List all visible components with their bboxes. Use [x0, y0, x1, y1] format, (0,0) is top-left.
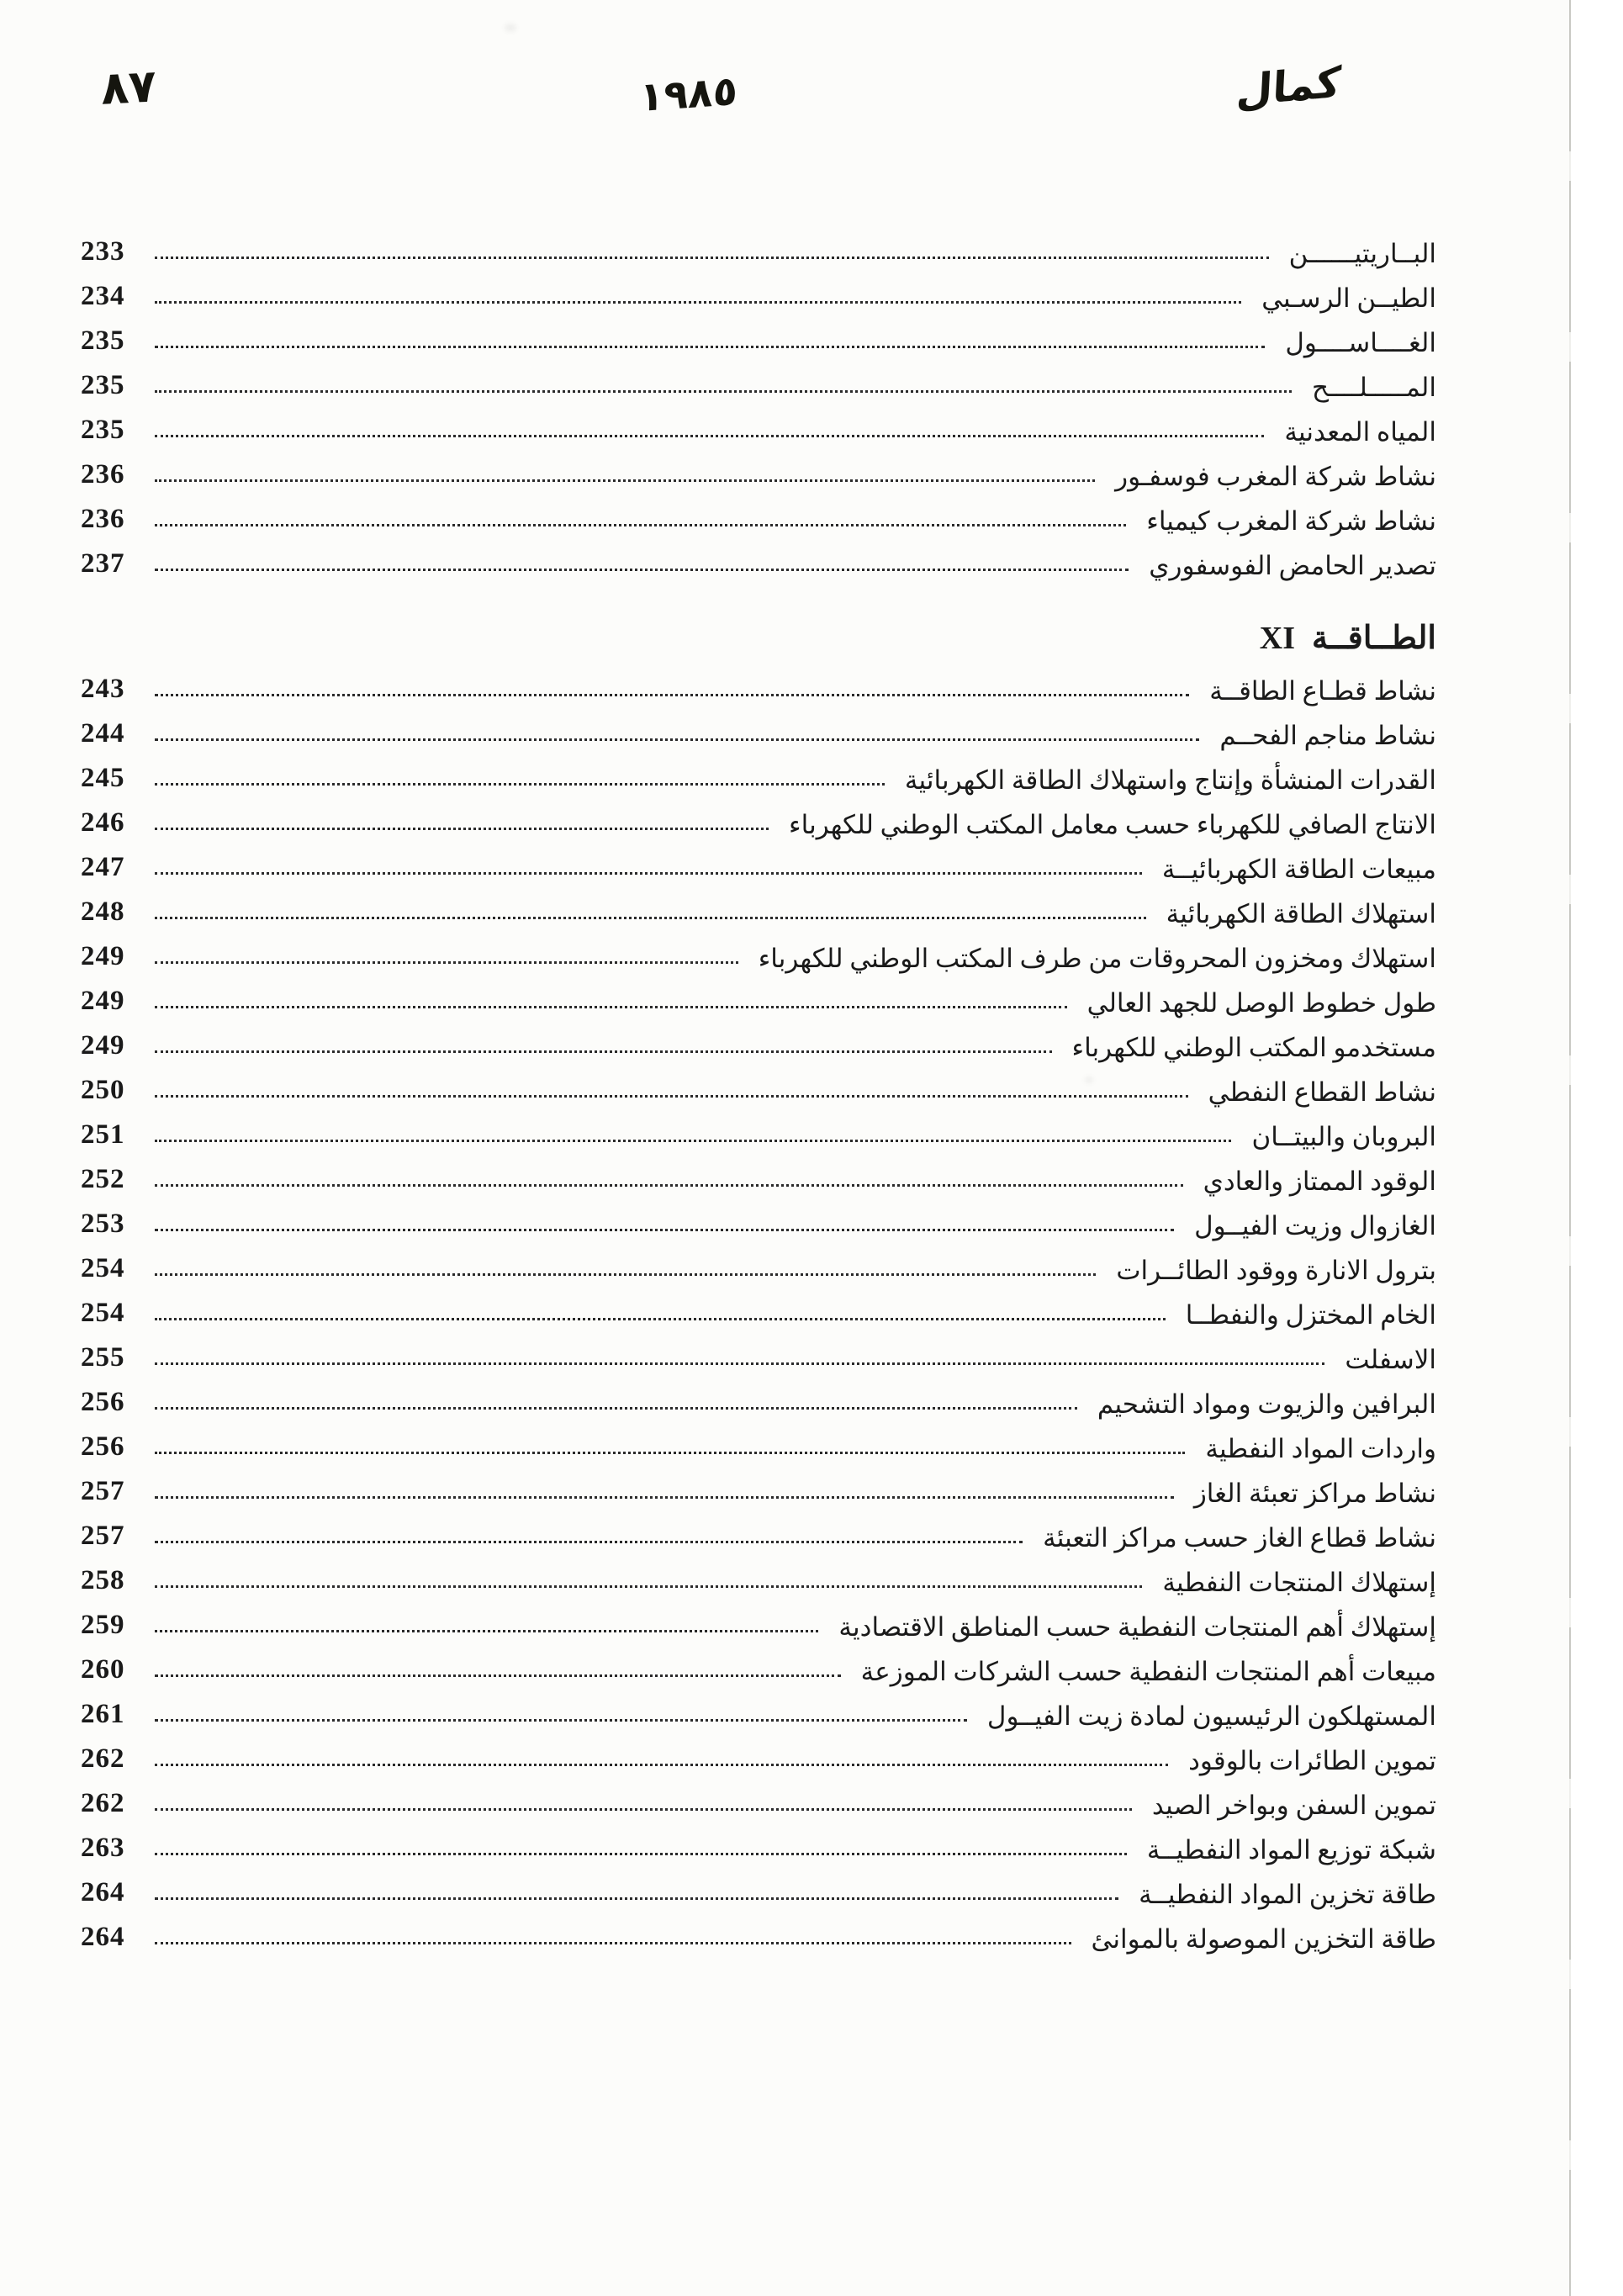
- dot-leader: [155, 345, 1265, 348]
- toc-entry-title: نشاط مناجم الفحــم: [1219, 721, 1436, 750]
- toc-entry-title: البروبان والبيتــان: [1251, 1122, 1436, 1151]
- toc-entry[interactable]: [81, 493, 1436, 537]
- toc-entry-page: 235: [81, 325, 125, 356]
- toc-entry-page: 244: [81, 718, 125, 749]
- toc-entry-page: 234: [81, 281, 125, 311]
- dot-leader: [155, 1763, 1168, 1766]
- toc-entry-page: 259: [81, 1610, 125, 1640]
- toc-entry-page: 235: [81, 370, 125, 400]
- dot-leader: [155, 1228, 1174, 1231]
- toc-entry[interactable]: [81, 1242, 1436, 1287]
- toc-entry-title: نشاط قطاع الغاز حسب مراكز التعبئة: [1043, 1523, 1436, 1553]
- toc-entry[interactable]: [81, 1465, 1436, 1510]
- toc-entry-title: الطيــن الرسـبي: [1261, 283, 1436, 313]
- toc-entry-page: 254: [81, 1298, 125, 1328]
- toc-entry-title: تصدير الحامض الفوسفوري: [1149, 551, 1436, 580]
- toc-entry-page: 257: [81, 1476, 125, 1506]
- toc-entry-title: الوقود الممتاز والعادي: [1203, 1167, 1436, 1196]
- toc-entry[interactable]: [81, 1287, 1436, 1331]
- toc-entry[interactable]: [81, 1376, 1436, 1420]
- dot-leader: [155, 1718, 967, 1722]
- toc-entry-title: نشاط قطـاع الطاقــة: [1209, 676, 1436, 706]
- dot-leader: [155, 1272, 1096, 1276]
- toc-entry-title: نشاط القطاع النفطي: [1208, 1077, 1436, 1107]
- handwritten-name: كمال: [1234, 57, 1343, 116]
- dot-leader: [155, 1317, 1166, 1320]
- toc-entry[interactable]: [81, 315, 1436, 359]
- toc-entry[interactable]: [81, 537, 1436, 582]
- section-heading-number: XI: [1259, 621, 1296, 656]
- toc-entry[interactable]: [81, 930, 1436, 975]
- toc-entry-page: 261: [81, 1699, 125, 1729]
- toc-entry-title: القدرات المنشأة وإنتاج واستهلاك الطاقة الكهربائية: [904, 765, 1436, 795]
- toc-entry-page: 258: [81, 1565, 125, 1595]
- toc-entry[interactable]: [81, 1733, 1436, 1777]
- table-of-contents: [81, 225, 1436, 1955]
- dot-leader: [155, 1897, 1118, 1900]
- toc-entry[interactable]: [81, 1108, 1436, 1153]
- toc-entry[interactable]: [81, 663, 1436, 707]
- toc-entry-page: 263: [81, 1833, 125, 1863]
- dot-leader: [155, 1139, 1231, 1142]
- dot-leader: [155, 1852, 1127, 1855]
- toc-entry-page: 257: [81, 1521, 125, 1551]
- dot-leader: [155, 916, 1146, 919]
- dot-leader: [155, 782, 885, 786]
- toc-entry-title: واردات المواد النفطية: [1205, 1434, 1436, 1463]
- section-heading-title: الطــاقــة: [1312, 621, 1436, 656]
- toc-entry-page: 237: [81, 548, 125, 579]
- toc-entry[interactable]: [81, 1420, 1436, 1465]
- toc-entry[interactable]: [81, 448, 1436, 493]
- dot-leader: [155, 1807, 1132, 1811]
- dot-leader: [155, 1451, 1185, 1454]
- toc-entry[interactable]: [81, 1331, 1436, 1376]
- toc-entry-title: إستهلاك المنتجات النفطية: [1162, 1568, 1436, 1597]
- toc-entry[interactable]: [81, 1554, 1436, 1599]
- dot-leader: [155, 523, 1126, 526]
- toc-entry[interactable]: [81, 359, 1436, 404]
- toc-entry[interactable]: [81, 404, 1436, 448]
- dot-leader: [155, 389, 1292, 393]
- toc-entry[interactable]: [81, 1019, 1436, 1064]
- dot-leader: [155, 1406, 1077, 1410]
- dot-leader: [155, 827, 769, 830]
- dot-leader: [155, 1584, 1142, 1588]
- toc-entry-title: شبكة توزيع المواد النفطيــة: [1146, 1835, 1436, 1865]
- toc-entry-title: مستخدمو المكتب الوطني للكهرباء: [1071, 1033, 1436, 1062]
- handwritten-page-number: ٨٧: [99, 59, 158, 115]
- dot-leader: [155, 1183, 1183, 1187]
- toc-entry-page: 262: [81, 1788, 125, 1818]
- toc-entry-page: 245: [81, 763, 125, 793]
- toc-entry-page: 236: [81, 459, 125, 489]
- toc-entry[interactable]: [81, 975, 1436, 1019]
- toc-entry-title: البرافين والزيوت ومواد التشحيم: [1097, 1389, 1436, 1419]
- scan-speck: [505, 24, 516, 32]
- toc-entry-page: 255: [81, 1342, 125, 1373]
- dot-leader: [155, 434, 1264, 437]
- section-heading: [81, 582, 1436, 663]
- toc-entry[interactable]: [81, 1688, 1436, 1733]
- toc-entry-title: نشاط مراكز تعبئة الغاز: [1193, 1479, 1436, 1508]
- toc-entry-title: المستهلكون الرئيسيون لمادة زيت الفيــول: [986, 1701, 1436, 1731]
- toc-entry-title: تموين السفن وبواخر الصيد: [1151, 1791, 1436, 1820]
- toc-entry-title: البــاريتيــــــن: [1288, 239, 1436, 268]
- dot-leader: [155, 1050, 1052, 1053]
- dot-leader: [155, 1495, 1174, 1499]
- dot-leader: [155, 568, 1129, 571]
- toc-entry-page: 253: [81, 1209, 125, 1239]
- toc-entry[interactable]: [81, 841, 1436, 886]
- toc-entry-title: استهلاك ومخزون المحروقات من طرف المكتب الوطني للكهرباء: [758, 944, 1436, 973]
- toc-entry-title: المـــــلــــح: [1312, 373, 1436, 402]
- toc-entry-title: إستهلاك أهم المنتجات النفطية حسب المناطق الاقتصادية: [838, 1612, 1436, 1642]
- toc-entry-title: بترول الانارة ووقود الطائــرات: [1116, 1256, 1436, 1285]
- toc-entry-title: الغــــاســــول: [1285, 328, 1436, 357]
- dot-leader: [155, 256, 1269, 259]
- toc-entry-title: الاسفلت: [1345, 1345, 1436, 1374]
- toc-entry-title: تموين الطائرات بالوقود: [1188, 1746, 1436, 1775]
- toc-entry[interactable]: [81, 1510, 1436, 1554]
- toc-entry-page: 254: [81, 1253, 125, 1283]
- toc-entry-title: نشاط شركة المغرب فوسفـور: [1115, 462, 1436, 491]
- toc-entry-page: 236: [81, 504, 125, 534]
- toc-entry[interactable]: [81, 1777, 1436, 1822]
- toc-entry-page: 251: [81, 1119, 125, 1150]
- toc-entry-title: الانتاج الصافي للكهرباء حسب معامل المكتب الوطني للكهرباء: [789, 810, 1436, 839]
- page-header: [0, 50, 1623, 151]
- toc-entry[interactable]: [81, 1822, 1436, 1866]
- dot-leader: [155, 1005, 1067, 1008]
- dot-leader: [155, 1941, 1071, 1944]
- toc-entry-page: 252: [81, 1164, 125, 1194]
- toc-entry-page: 247: [81, 852, 125, 882]
- toc-entry-page: 233: [81, 236, 125, 267]
- toc-entry[interactable]: [81, 1911, 1436, 1955]
- toc-entry[interactable]: [81, 886, 1436, 930]
- toc-entry[interactable]: [81, 1643, 1436, 1688]
- toc-entry-title: مبيعات أهم المنتجات النفطية حسب الشركات الموزعة: [860, 1657, 1436, 1686]
- dot-leader: [155, 1094, 1188, 1098]
- toc-entry-page: 249: [81, 986, 125, 1016]
- toc-entry-title: استهلاك الطاقة الكهربائية: [1166, 899, 1436, 928]
- toc-entry-title: طاقة تخزين المواد النفطيــة: [1139, 1880, 1436, 1909]
- toc-entry-title: المياه المعدنية: [1284, 417, 1436, 447]
- scan-margin: [1571, 0, 1623, 2296]
- dot-leader: [155, 738, 1199, 741]
- dot-leader: [155, 871, 1142, 875]
- toc-entry-page: 248: [81, 897, 125, 927]
- dot-leader: [155, 300, 1241, 304]
- toc-entry-page: 264: [81, 1922, 125, 1952]
- toc-entry-title: طول خطوط الوصل للجهد العالي: [1086, 988, 1436, 1018]
- toc-entry-page: 243: [81, 674, 125, 704]
- toc-entry[interactable]: [81, 1153, 1436, 1198]
- toc-entry-page: 249: [81, 1030, 125, 1061]
- dot-leader: [155, 960, 738, 964]
- toc-entry-page: 256: [81, 1431, 125, 1462]
- dot-leader: [155, 1674, 841, 1677]
- toc-entry-title: نشاط شركة المغرب كيمياء: [1146, 506, 1436, 536]
- toc-entry-page: 262: [81, 1743, 125, 1774]
- toc-entry-title: الخام المختزل والنفطــا: [1185, 1300, 1436, 1330]
- toc-entry-page: 264: [81, 1877, 125, 1907]
- dot-leader: [155, 1629, 818, 1632]
- toc-entry[interactable]: [81, 1866, 1436, 1911]
- toc-entry-page: 246: [81, 807, 125, 838]
- toc-entry-title: الغازوال وزيت الفيــول: [1194, 1211, 1436, 1241]
- toc-entry-page: 250: [81, 1075, 125, 1105]
- handwritten-year: ١٩٨٥: [638, 66, 739, 122]
- toc-entry[interactable]: [81, 225, 1436, 270]
- toc-entry-page: 235: [81, 415, 125, 445]
- toc-entry[interactable]: [81, 1064, 1436, 1108]
- toc-entry-title: مبيعات الطاقة الكهربائيــة: [1161, 854, 1436, 884]
- dot-leader: [155, 1540, 1023, 1543]
- dot-leader: [155, 479, 1095, 482]
- toc-entry-page: 260: [81, 1654, 125, 1685]
- toc-entry-page: 249: [81, 941, 125, 971]
- toc-entry-page: 256: [81, 1387, 125, 1417]
- toc-entry[interactable]: [81, 707, 1436, 752]
- toc-entry[interactable]: [81, 1599, 1436, 1643]
- dot-leader: [155, 693, 1189, 696]
- toc-entry[interactable]: [81, 752, 1436, 796]
- toc-entry[interactable]: [81, 796, 1436, 841]
- toc-entry[interactable]: [81, 1198, 1436, 1242]
- dot-leader: [155, 1362, 1324, 1365]
- toc-entry-title: طاقة التخزين الموصولة بالموانئ: [1091, 1924, 1436, 1954]
- toc-entry[interactable]: [81, 270, 1436, 315]
